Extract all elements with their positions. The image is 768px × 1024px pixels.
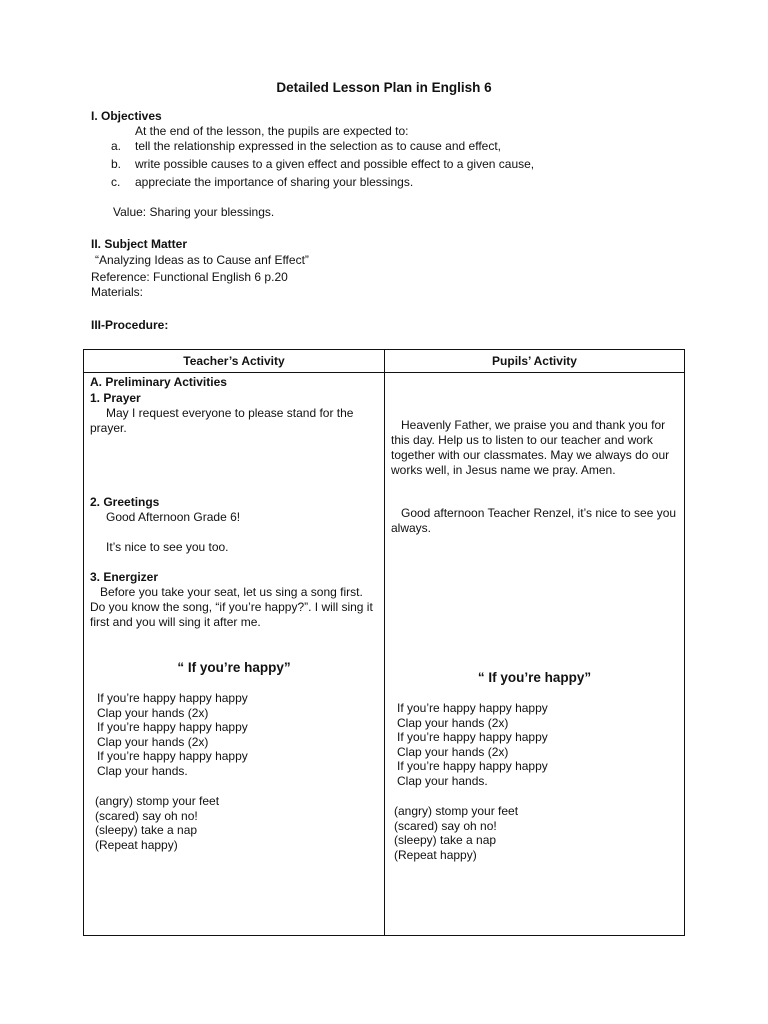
teacher-song-title: “ If you’re happy” <box>177 660 291 675</box>
teacher-song-lyrics <box>97 691 248 779</box>
activity-table <box>83 349 685 936</box>
lyric-line: (scared) say oh no! <box>95 808 198 823</box>
teacher-greeting-line: Good Afternoon Grade 6! <box>106 510 241 524</box>
lyric-line: If you’re happy happy happy <box>397 730 548 745</box>
lyric-line: (Repeat happy) <box>394 847 477 862</box>
subject-reference: Reference: Functional English 6 p.20 <box>91 270 288 284</box>
page-title: Detailed Lesson Plan in English 6 <box>276 80 492 95</box>
lyric-line: If you’re happy happy happy <box>397 759 548 774</box>
procedure-heading: III-Procedure: <box>91 318 169 332</box>
lyric-line: Clap your hands (2x) <box>397 715 509 730</box>
value-line: Value: Sharing your blessings. <box>113 205 275 219</box>
lyric-line: (Repeat happy) <box>95 837 178 852</box>
lyric-line: If you’re happy happy happy <box>97 691 248 705</box>
energizer-heading: 3. Energizer <box>90 570 159 584</box>
pupils-prayer-text: Heavenly Father, we praise you and thank you for this day. Help us to listen to our teacher and work together with our classmates. May we always do our works well, in Jesus name we pray. Amen. <box>391 418 670 477</box>
teacher-greeting-reply: It’s nice to see you too. <box>106 540 229 554</box>
teacher-prayer-text: May I request everyone to please stand for the prayer. <box>90 406 354 435</box>
lyric-line: Clap your hands (2x) <box>97 734 209 749</box>
pupils-song-lyrics <box>397 701 548 789</box>
lyric-line: Clap your hands. <box>97 763 188 778</box>
pupils-song-extra <box>394 804 518 862</box>
lyric-line: (angry) stomp your feet <box>394 804 519 818</box>
subject-topic: “Analyzing Ideas as to Cause anf Effect” <box>95 253 309 267</box>
pupils-activity-header: Pupils’ Activity <box>492 354 577 368</box>
table-column-divider <box>384 350 385 935</box>
lyric-line: (scared) say oh no! <box>394 818 497 833</box>
teacher-song-extra <box>95 794 219 852</box>
lyric-line: Clap your hands. <box>397 773 488 788</box>
objective-item: b. write possible causes to a given effect and possible effect to a given cause, <box>111 157 535 171</box>
objectives-heading: I. Objectives <box>91 109 162 123</box>
lyric-line: If you’re happy happy happy <box>97 749 248 764</box>
lyric-line: If you’re happy happy happy <box>97 720 248 735</box>
objective-item: c. appreciate the importance of sharing your blessings. <box>111 175 414 189</box>
greetings-heading: 2. Greetings <box>90 495 160 509</box>
pupils-song-title: “ If you’re happy” <box>477 670 592 685</box>
lyric-line: If you’re happy happy happy <box>397 701 548 715</box>
objective-item: a. tell the relationship expressed in the selection as to cause and effect, <box>111 139 502 153</box>
lyric-line: Clap your hands (2x) <box>397 744 509 759</box>
preliminary-heading: A. Preliminary Activities <box>90 375 227 389</box>
teacher-energizer-text: Before you take your seat, let us sing a song first. Do you know the song, “if you’re happy?”. I will sing it first and you will sing it after me. <box>90 585 373 629</box>
lyric-line: (sleepy) take a nap <box>394 833 497 848</box>
lyric-line: (angry) stomp your feet <box>95 794 220 808</box>
prayer-heading: 1. Prayer <box>90 391 141 405</box>
lyric-line: (sleepy) take a nap <box>95 823 198 838</box>
pupils-greeting-text: Good afternoon Teacher Renzel, it’s nice to see you always. <box>391 506 677 535</box>
subject-matter-heading: II. Subject Matter <box>91 237 188 251</box>
objectives-list <box>91 137 534 191</box>
teacher-activity-header: Teacher’s Activity <box>183 354 285 368</box>
subject-materials: Materials: <box>91 285 144 299</box>
lyric-line: Clap your hands (2x) <box>97 705 209 720</box>
objectives-intro: At the end of the lesson, the pupils are expected to: <box>135 124 409 138</box>
table-header-divider <box>84 372 684 373</box>
